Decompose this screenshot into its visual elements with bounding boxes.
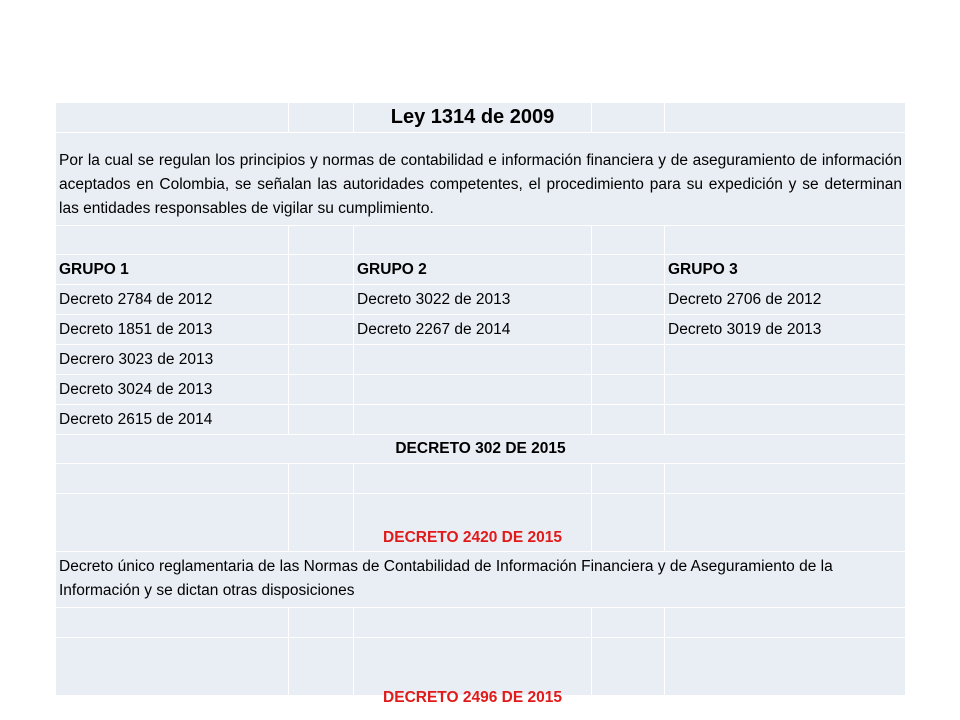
decreto-2420-description: Decreto único reglamentaria de las Normas de Contabilidad de Información Financiera y de Aseguramiento de la Información y se dictan otras disposiciones xyxy=(56,552,906,608)
table-row xyxy=(56,345,906,375)
empty-cell xyxy=(354,608,592,638)
decreto-2420-row xyxy=(56,494,906,552)
empty-cell xyxy=(289,226,354,255)
empty-cell xyxy=(289,405,354,435)
empty-cell xyxy=(289,103,354,133)
empty-cell xyxy=(289,255,354,285)
empty-cell xyxy=(289,315,354,345)
title-row xyxy=(56,103,906,133)
group-1-decree: Decreto 3024 de 2013 xyxy=(56,375,289,405)
empty-cell xyxy=(56,494,289,552)
group-2-decree: Decreto 2267 de 2014 xyxy=(354,315,592,345)
group-2-decree xyxy=(354,405,592,435)
empty-cell xyxy=(592,315,665,345)
group-2-decree xyxy=(354,345,592,375)
table-row xyxy=(56,405,906,435)
empty-cell xyxy=(665,494,906,552)
spacer-row xyxy=(56,608,906,638)
decreto-2496-row xyxy=(56,638,906,696)
empty-cell xyxy=(289,494,354,552)
empty-cell xyxy=(592,103,665,133)
decreto-2496-title xyxy=(354,638,592,706)
empty-cell xyxy=(592,494,665,552)
decreto-2496-label: DECRETO 2496 DE 2015 xyxy=(383,689,562,706)
group-1-header: GRUPO 1 xyxy=(56,255,289,285)
empty-cell xyxy=(289,464,354,494)
group-1-decree: Decreto 2784 de 2012 xyxy=(56,285,289,315)
empty-cell xyxy=(592,345,665,375)
decreto-302-title: DECRETO 302 DE 2015 xyxy=(56,435,906,464)
empty-cell xyxy=(289,608,354,638)
group-3-decree xyxy=(665,345,906,375)
group-2-header: GRUPO 2 xyxy=(354,255,592,285)
empty-cell xyxy=(289,285,354,315)
empty-cell xyxy=(56,226,289,255)
empty-cell xyxy=(665,226,906,255)
regulation-table xyxy=(55,102,906,706)
decreto-302-row xyxy=(56,435,906,464)
empty-cell xyxy=(592,464,665,494)
group-3-decree: Decreto 3019 de 2013 xyxy=(665,315,906,345)
empty-cell xyxy=(592,255,665,285)
empty-cell xyxy=(354,464,592,494)
description-row xyxy=(56,133,906,226)
empty-cell xyxy=(56,464,289,494)
empty-cell xyxy=(665,103,906,133)
groups-header-row xyxy=(56,255,906,285)
group-3-header: GRUPO 3 xyxy=(665,255,906,285)
spacer-row xyxy=(56,464,906,494)
group-1-decree: Decrero 3023 de 2013 xyxy=(56,345,289,375)
empty-cell xyxy=(289,638,354,696)
spacer-row xyxy=(56,226,906,255)
table-row xyxy=(56,285,906,315)
group-1-decree: Decreto 2615 de 2014 xyxy=(56,405,289,435)
table-row xyxy=(56,375,906,405)
group-2-decree: Decreto 3022 de 2013 xyxy=(354,285,592,315)
table-row xyxy=(56,315,906,345)
empty-cell xyxy=(289,375,354,405)
empty-cell xyxy=(592,405,665,435)
empty-cell xyxy=(592,375,665,405)
group-3-decree: Decreto 2706 de 2012 xyxy=(665,285,906,315)
empty-cell xyxy=(56,103,289,133)
regulation-table-container xyxy=(55,102,905,706)
empty-cell xyxy=(592,285,665,315)
empty-cell xyxy=(56,608,289,638)
empty-cell xyxy=(665,464,906,494)
decreto-2420-description-row xyxy=(56,552,906,608)
empty-cell xyxy=(665,638,906,696)
empty-cell xyxy=(592,226,665,255)
empty-cell xyxy=(592,638,665,696)
decreto-2420-title: DECRETO 2420 DE 2015 xyxy=(354,494,592,552)
group-1-decree: Decreto 1851 de 2013 xyxy=(56,315,289,345)
empty-cell xyxy=(354,226,592,255)
law-title: Ley 1314 de 2009 xyxy=(354,103,592,133)
group-3-decree xyxy=(665,405,906,435)
empty-cell xyxy=(289,345,354,375)
law-description: Por la cual se regulan los principios y normas de contabilidad e información financiera y de aseguramiento de información aceptados en Colombia, se señalan las autoridades competentes, el procedimiento para su expedición y se determinan las entidades responsables de vigilar su cumplimiento. xyxy=(56,133,906,226)
empty-cell xyxy=(665,608,906,638)
group-3-decree xyxy=(665,375,906,405)
group-2-decree xyxy=(354,375,592,405)
empty-cell xyxy=(56,638,289,696)
empty-cell xyxy=(592,608,665,638)
